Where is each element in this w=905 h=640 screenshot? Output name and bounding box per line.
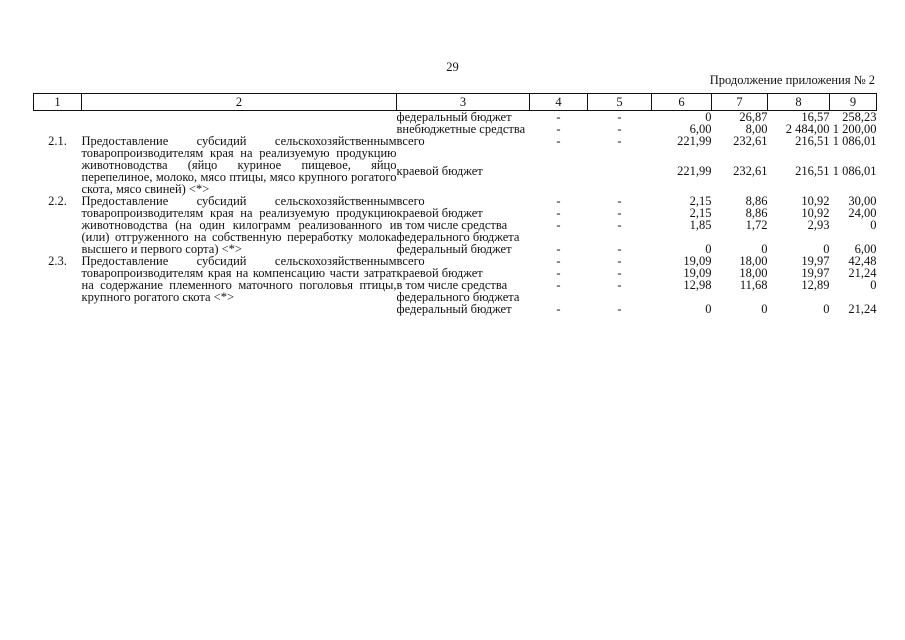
- funding-source: в том числе средства федерального бюджета: [396, 278, 520, 304]
- value-col-7: 0: [761, 242, 768, 256]
- row-code: 2.1.: [48, 134, 67, 148]
- header-col-9: 9: [830, 94, 877, 111]
- budget-table: [33, 93, 877, 315]
- row-description: [82, 111, 397, 136]
- header-row: [34, 94, 877, 111]
- value-col-5: -: [617, 254, 622, 268]
- value-col-7: 8,86: [745, 206, 768, 220]
- value-col-6: 221,99: [677, 134, 712, 148]
- value-col-9: 0: [870, 278, 877, 292]
- value-col-9: 21,24: [848, 302, 877, 316]
- value-col-6: 19,09: [683, 266, 712, 280]
- value-col-5: -: [617, 122, 622, 136]
- value-col-9: 0: [870, 218, 877, 232]
- table-row: [34, 135, 877, 165]
- row-description-text: Предоставление субсидий сельскохозяйственным товаропроизводителям края на компенсацию части затрат на содержание племенного маточного поголовья птицы, крупного рогатого скота <*>: [81, 254, 397, 304]
- value-col-7: 11,68: [739, 278, 768, 292]
- value-col-7: 1,72: [745, 218, 768, 232]
- value-col-5: -: [617, 218, 622, 232]
- value-col-9: 1 200,00: [832, 122, 877, 136]
- value-col-4: -: [556, 278, 561, 292]
- value-col-5: -: [617, 110, 622, 124]
- value-col-8: 0: [823, 302, 830, 316]
- value-col-7: 26,87: [739, 110, 768, 124]
- value-col-7: 18,00: [739, 254, 768, 268]
- value-col-4: -: [556, 266, 561, 280]
- value-col-6: 19,09: [683, 254, 712, 268]
- header-col-3: 3: [397, 94, 530, 111]
- header-col-2: 2: [82, 94, 397, 111]
- value-col-4: -: [556, 218, 561, 232]
- funding-source: федеральный бюджет: [396, 242, 512, 256]
- header-col-8: 8: [768, 94, 830, 111]
- header-col-1: 1: [34, 94, 82, 111]
- funding-source: федеральный бюджет: [396, 302, 512, 316]
- value-col-4: -: [556, 302, 561, 316]
- row-description: [82, 255, 397, 315]
- value-col-4: -: [556, 122, 561, 136]
- value-col-9: 258,23: [842, 110, 877, 124]
- value-col-8: 10,92: [801, 206, 830, 220]
- value-col-9: 42,48: [848, 254, 877, 268]
- value-col-6: 2,15: [689, 206, 712, 220]
- continuation-label: Продолжение приложения № 2: [709, 73, 875, 87]
- header-col-4: 4: [530, 94, 588, 111]
- funding-source: краевой бюджет: [396, 206, 483, 220]
- value-col-7: 232,61: [733, 134, 768, 148]
- header-col-7: 7: [712, 94, 768, 111]
- value-col-7: 8,00: [745, 122, 768, 136]
- value-col-5: -: [617, 302, 622, 316]
- value-col-4: -: [556, 194, 561, 208]
- table-body: [34, 111, 877, 316]
- value-col-9: 1 086,01: [832, 164, 877, 178]
- row-description-text: Предоставление субсидий сельскохозяйственным товаропроизводителям края на реализуемую продукцию животноводства (на один килограмм реализованного и (или) отгруженного на собственную переработку молока высшего и первого сорта) <*>: [81, 194, 397, 256]
- value-col-5: -: [617, 266, 622, 280]
- page-number: 29: [446, 60, 459, 74]
- value-col-7: 18,00: [739, 266, 768, 280]
- value-col-5: [588, 165, 652, 195]
- value-col-4: -: [556, 242, 561, 256]
- value-col-8: 2,93: [807, 218, 830, 232]
- value-col-8: 216,51: [795, 134, 830, 148]
- value-col-9: 6,00: [854, 242, 877, 256]
- value-col-7: 232,61: [733, 164, 768, 178]
- funding-source: всего: [396, 194, 425, 208]
- row-description: [82, 135, 397, 195]
- funding-source: всего: [396, 254, 425, 268]
- header-col-6: 6: [652, 94, 712, 111]
- value-col-7: 8,86: [745, 194, 768, 208]
- header-col-5: 5: [588, 94, 652, 111]
- value-col-5: -: [617, 242, 622, 256]
- value-col-6: 221,99: [677, 164, 712, 178]
- value-col-6: 2,15: [689, 194, 712, 208]
- value-col-8: 19,97: [801, 254, 830, 268]
- funding-source: федеральный бюджет: [396, 110, 512, 124]
- value-col-9: 1 086,01: [832, 134, 877, 148]
- value-col-5: -: [617, 206, 622, 220]
- value-col-6: 0: [705, 110, 712, 124]
- value-col-9: 24,00: [848, 206, 877, 220]
- value-col-4: -: [556, 110, 561, 124]
- value-col-8: 0: [823, 242, 830, 256]
- value-col-8: 12,89: [801, 278, 830, 292]
- value-col-9: 21,24: [848, 266, 877, 280]
- value-col-8: 10,92: [801, 194, 830, 208]
- row-description-text: Предоставление субсидий сельскохозяйственным товаропроизводителям края на реализуемую продукцию животноводства (яйцо куриное пищевое, яйцо перепелиное, молоко, мясо птицы, мясо крупного рогатого скота, мясо свиней) <*>: [81, 134, 397, 196]
- value-col-8: 19,97: [801, 266, 830, 280]
- value-col-5: -: [617, 134, 622, 148]
- value-col-4: -: [556, 206, 561, 220]
- value-col-4: -: [556, 254, 561, 268]
- value-col-4: [530, 165, 588, 195]
- value-col-7: 0: [761, 302, 768, 316]
- funding-source: внебюджетные средства: [396, 122, 526, 136]
- funding-source: в том числе средства федерального бюджета: [396, 218, 520, 244]
- value-col-6: 12,98: [683, 278, 712, 292]
- value-col-8: 2 484,00: [785, 122, 830, 136]
- value-col-8: 216,51: [795, 164, 830, 178]
- row-description: [82, 195, 397, 255]
- funding-source: краевой бюджет: [396, 164, 483, 178]
- value-col-5: -: [617, 278, 622, 292]
- value-col-6: 6,00: [689, 122, 712, 136]
- value-col-6: 0: [705, 242, 712, 256]
- row-code: 2.2.: [48, 194, 67, 208]
- value-col-5: -: [617, 194, 622, 208]
- value-col-6: 0: [705, 302, 712, 316]
- value-col-9: 30,00: [848, 194, 877, 208]
- funding-source: краевой бюджет: [396, 266, 483, 280]
- funding-source: всего: [396, 134, 425, 148]
- row-code: 2.3.: [48, 254, 67, 268]
- row-code: [34, 111, 82, 136]
- value-col-8: 16,57: [801, 110, 830, 124]
- value-col-6: 1,85: [689, 218, 712, 232]
- value-col-4: -: [556, 134, 561, 148]
